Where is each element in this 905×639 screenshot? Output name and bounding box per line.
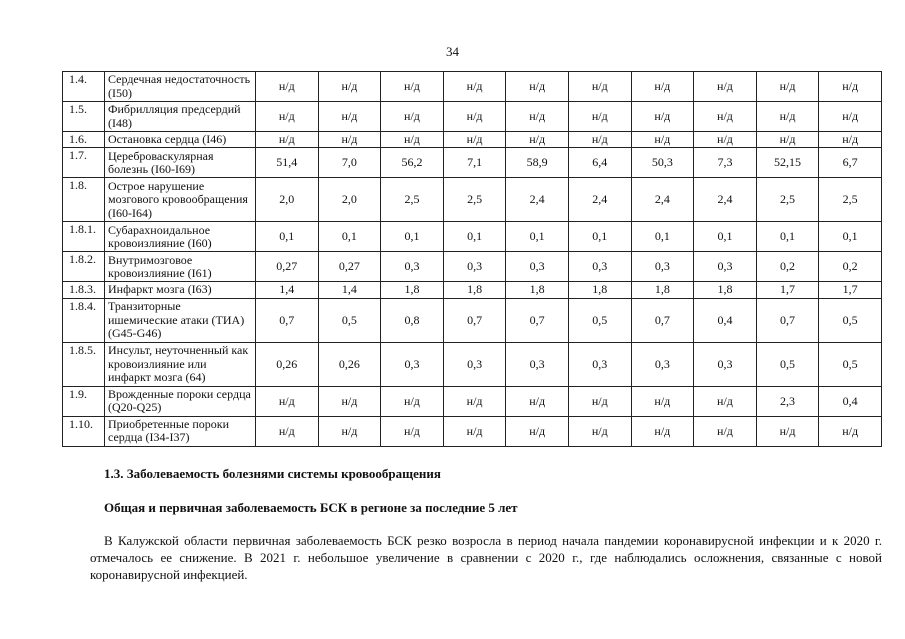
value-cell: н/д bbox=[694, 132, 757, 148]
table-row bbox=[63, 282, 882, 298]
value-cell: н/д bbox=[256, 416, 319, 446]
value-cell: н/д bbox=[506, 386, 569, 416]
row-name: Фибрилляция предсердий (I48) bbox=[105, 102, 256, 132]
morbidity-table bbox=[62, 71, 882, 447]
value-cell: н/д bbox=[756, 102, 819, 132]
value-cell: н/д bbox=[631, 386, 694, 416]
value-cell: 1,8 bbox=[443, 282, 506, 298]
value-cell: 2,3 bbox=[756, 386, 819, 416]
value-cell: 0,1 bbox=[694, 222, 757, 252]
table-body bbox=[63, 72, 882, 447]
value-cell: н/д bbox=[756, 416, 819, 446]
row-name: Транзиторные ишемические атаки (ТИА) (G45-G46) bbox=[105, 298, 256, 342]
value-cell: н/д bbox=[631, 102, 694, 132]
value-cell: н/д bbox=[381, 416, 444, 446]
row-number: 1.8. bbox=[63, 178, 105, 222]
value-cell: 56,2 bbox=[381, 148, 444, 178]
value-cell: н/д bbox=[568, 102, 631, 132]
value-cell: 0,1 bbox=[819, 222, 882, 252]
value-cell: 2,0 bbox=[256, 178, 319, 222]
value-cell: 0,1 bbox=[381, 222, 444, 252]
value-cell: н/д bbox=[381, 102, 444, 132]
value-cell: 7,3 bbox=[694, 148, 757, 178]
value-cell: н/д bbox=[256, 132, 319, 148]
row-number: 1.8.3. bbox=[63, 282, 105, 298]
value-cell: 0,1 bbox=[631, 222, 694, 252]
table-row bbox=[63, 132, 882, 148]
value-cell: 0,3 bbox=[568, 252, 631, 282]
value-cell: н/д bbox=[631, 72, 694, 102]
value-cell: н/д bbox=[381, 72, 444, 102]
row-number: 1.8.5. bbox=[63, 342, 105, 386]
row-name: Цереброваскулярная болезнь (I60-I69) bbox=[105, 148, 256, 178]
value-cell: 0,2 bbox=[756, 252, 819, 282]
value-cell: 0,1 bbox=[568, 222, 631, 252]
value-cell: 0,3 bbox=[443, 252, 506, 282]
value-cell: 0,7 bbox=[256, 298, 319, 342]
value-cell: н/д bbox=[694, 72, 757, 102]
row-name: Сердечная недостаточность (I50) bbox=[105, 72, 256, 102]
value-cell: 52,15 bbox=[756, 148, 819, 178]
value-cell: н/д bbox=[631, 416, 694, 446]
value-cell: 0,3 bbox=[694, 342, 757, 386]
row-number: 1.9. bbox=[63, 386, 105, 416]
value-cell: 0,3 bbox=[631, 252, 694, 282]
value-cell: 1,8 bbox=[506, 282, 569, 298]
value-cell: н/д bbox=[256, 102, 319, 132]
value-cell: 0,5 bbox=[568, 298, 631, 342]
value-cell: 0,3 bbox=[443, 342, 506, 386]
value-cell: н/д bbox=[318, 102, 381, 132]
value-cell: н/д bbox=[506, 72, 569, 102]
row-name: Врожденные пороки сердца (Q20-Q25) bbox=[105, 386, 256, 416]
value-cell: 0,26 bbox=[318, 342, 381, 386]
value-cell: 0,7 bbox=[631, 298, 694, 342]
row-number: 1.4. bbox=[63, 72, 105, 102]
value-cell: н/д bbox=[318, 416, 381, 446]
value-cell: 2,4 bbox=[631, 178, 694, 222]
value-cell: 0,1 bbox=[318, 222, 381, 252]
value-cell: 7,0 bbox=[318, 148, 381, 178]
row-name: Острое нарушение мозгового кровообращения (I60-I64) bbox=[105, 178, 256, 222]
value-cell: н/д bbox=[443, 416, 506, 446]
value-cell: 0,4 bbox=[819, 386, 882, 416]
row-name: Субарахноидальное кровоизлияние (I60) bbox=[105, 222, 256, 252]
value-cell: 2,5 bbox=[381, 178, 444, 222]
value-cell: 0,3 bbox=[568, 342, 631, 386]
value-cell: 1,8 bbox=[631, 282, 694, 298]
value-cell: 2,4 bbox=[506, 178, 569, 222]
value-cell: н/д bbox=[568, 72, 631, 102]
value-cell: 0,5 bbox=[756, 342, 819, 386]
row-number: 1.8.4. bbox=[63, 298, 105, 342]
value-cell: 0,2 bbox=[819, 252, 882, 282]
value-cell: 1,7 bbox=[819, 282, 882, 298]
value-cell: 0,1 bbox=[256, 222, 319, 252]
value-cell: н/д bbox=[318, 386, 381, 416]
value-cell: н/д bbox=[819, 416, 882, 446]
value-cell: 0,27 bbox=[318, 252, 381, 282]
table-row bbox=[63, 148, 882, 178]
value-cell: н/д bbox=[443, 72, 506, 102]
value-cell: 0,3 bbox=[381, 342, 444, 386]
table-row bbox=[63, 222, 882, 252]
value-cell: 2,5 bbox=[819, 178, 882, 222]
value-cell: 0,1 bbox=[506, 222, 569, 252]
value-cell: н/д bbox=[819, 72, 882, 102]
value-cell: 0,3 bbox=[694, 252, 757, 282]
value-cell: 0,5 bbox=[318, 298, 381, 342]
value-cell: 0,1 bbox=[756, 222, 819, 252]
row-name: Внутримозговое кровоизлияние (I61) bbox=[105, 252, 256, 282]
value-cell: 0,3 bbox=[506, 342, 569, 386]
value-cell: н/д bbox=[694, 416, 757, 446]
value-cell: 0,1 bbox=[443, 222, 506, 252]
value-cell: н/д bbox=[568, 416, 631, 446]
value-cell: 1,8 bbox=[568, 282, 631, 298]
value-cell: н/д bbox=[756, 72, 819, 102]
value-cell: н/д bbox=[694, 386, 757, 416]
value-cell: н/д bbox=[256, 386, 319, 416]
table-row bbox=[63, 72, 882, 102]
value-cell: н/д bbox=[443, 132, 506, 148]
value-cell: н/д bbox=[568, 132, 631, 148]
table-row bbox=[63, 342, 882, 386]
subsection-heading: Общая и первичная заболеваемость БСК в регионе за последние 5 лет bbox=[104, 500, 518, 515]
value-cell: н/д bbox=[694, 102, 757, 132]
table-row bbox=[63, 298, 882, 342]
value-cell: н/д bbox=[756, 132, 819, 148]
value-cell: н/д bbox=[568, 386, 631, 416]
value-cell: 58,9 bbox=[506, 148, 569, 178]
value-cell: 0,7 bbox=[506, 298, 569, 342]
value-cell: н/д bbox=[506, 132, 569, 148]
table-row bbox=[63, 178, 882, 222]
value-cell: н/д bbox=[819, 102, 882, 132]
row-name: Приобретенные пороки сердца (I34-I37) bbox=[105, 416, 256, 446]
table-row bbox=[63, 386, 882, 416]
table-row bbox=[63, 102, 882, 132]
value-cell: н/д bbox=[506, 102, 569, 132]
value-cell: 1,4 bbox=[256, 282, 319, 298]
row-name: Остановка сердца (I46) bbox=[105, 132, 256, 148]
value-cell: 1,8 bbox=[381, 282, 444, 298]
value-cell: н/д bbox=[819, 132, 882, 148]
row-number: 1.6. bbox=[63, 132, 105, 148]
value-cell: 51,4 bbox=[256, 148, 319, 178]
body-paragraph: В Калужской области первичная заболеваемость БСК резко возросла в период начала пандемии коронавирусной инфекции и к 2020 г. отмечалось ее снижение. В 2021 г. небольшое увеличение в сравнении с 2020 г., где наблюдались осложнения, связанные с новой коронавирусной инфекцией. bbox=[90, 533, 882, 582]
row-number: 1.5. bbox=[63, 102, 105, 132]
row-number: 1.8.1. bbox=[63, 222, 105, 252]
section-heading: 1.3. Заболеваемость болезнями системы кровообращения bbox=[104, 466, 441, 481]
table-row bbox=[63, 252, 882, 282]
value-cell: 1,4 bbox=[318, 282, 381, 298]
row-name: Инфаркт мозга (I63) bbox=[105, 282, 256, 298]
table-row bbox=[63, 416, 882, 446]
row-number: 1.10. bbox=[63, 416, 105, 446]
row-number: 1.8.2. bbox=[63, 252, 105, 282]
value-cell: 0,7 bbox=[443, 298, 506, 342]
value-cell: 0,26 bbox=[256, 342, 319, 386]
value-cell: 0,27 bbox=[256, 252, 319, 282]
value-cell: н/д bbox=[443, 102, 506, 132]
value-cell: 2,0 bbox=[318, 178, 381, 222]
value-cell: 50,3 bbox=[631, 148, 694, 178]
value-cell: н/д bbox=[318, 72, 381, 102]
value-cell: 0,3 bbox=[631, 342, 694, 386]
value-cell: н/д bbox=[318, 132, 381, 148]
value-cell: н/д bbox=[506, 416, 569, 446]
row-number: 1.7. bbox=[63, 148, 105, 178]
value-cell: 7,1 bbox=[443, 148, 506, 178]
value-cell: 2,4 bbox=[694, 178, 757, 222]
value-cell: н/д bbox=[256, 72, 319, 102]
value-cell: 2,4 bbox=[568, 178, 631, 222]
value-cell: 0,3 bbox=[381, 252, 444, 282]
value-cell: 2,5 bbox=[443, 178, 506, 222]
value-cell: 0,5 bbox=[819, 298, 882, 342]
value-cell: 1,7 bbox=[756, 282, 819, 298]
value-cell: 0,5 bbox=[819, 342, 882, 386]
row-name: Инсульт, неуточненный как кровоизлияние или инфаркт мозга (64) bbox=[105, 342, 256, 386]
value-cell: н/д bbox=[381, 132, 444, 148]
value-cell: н/д bbox=[631, 132, 694, 148]
value-cell: 0,4 bbox=[694, 298, 757, 342]
value-cell: 6,7 bbox=[819, 148, 882, 178]
value-cell: 0,8 bbox=[381, 298, 444, 342]
page-number: 34 bbox=[446, 44, 459, 59]
value-cell: 2,5 bbox=[756, 178, 819, 222]
value-cell: 0,3 bbox=[506, 252, 569, 282]
value-cell: 1,8 bbox=[694, 282, 757, 298]
value-cell: н/д bbox=[381, 386, 444, 416]
value-cell: 6,4 bbox=[568, 148, 631, 178]
value-cell: н/д bbox=[443, 386, 506, 416]
value-cell: 0,7 bbox=[756, 298, 819, 342]
